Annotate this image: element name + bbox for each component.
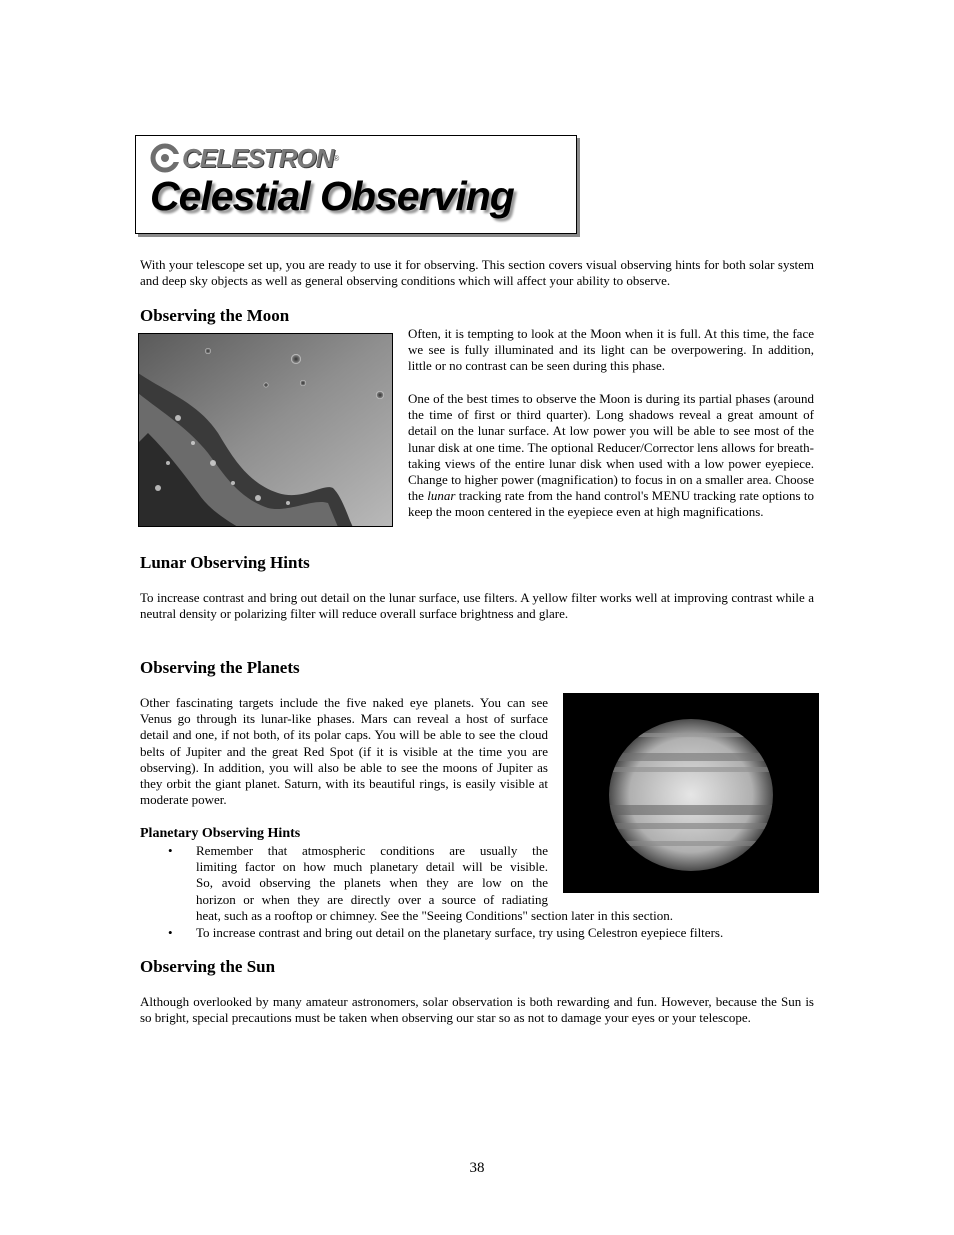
planets-paragraph: Other fascinating targets include the five naked eye planets. You can see Venus go through its lunar-like phases. Mars can reveal a host of surface detail and one, if not both, of its polar caps. You will be able to see the cloud belts of Jupiter and the great Red Spot (if it is visible at the time you are observing). In addition, you will also be able to see the moons of Jupiter as they orbit the giant planet. Saturn, with its beautiful rings, is easily visible at moderate power. (140, 695, 548, 808)
lunar-hints-paragraph: To increase contrast and bring out detail on the lunar surface, use filters. A yellow filter works well at improving contrast while a neutral density or polarizing filter will reduce overall surface brightness and glare. (140, 590, 814, 622)
bullet-dot: • (168, 925, 173, 941)
hint-bullet-2: • To increase contrast and bring out detail on the planetary surface, try using Celestron eyepiece filters. (168, 925, 724, 941)
lunar-hints-heading: Lunar Observing Hints (140, 553, 310, 572)
sun-paragraph: Although overlooked by many amateur astronomers, solar observation is both rewarding and fun. However, because the Sun is so bright, special precautions must be taken when observing our star so as not to damage your eyes or your telescope. (140, 994, 814, 1026)
planets-heading: Observing the Planets (140, 658, 300, 677)
celestron-logo-icon (150, 143, 180, 173)
moon-heading: Observing the Moon (140, 306, 290, 325)
planetary-hints-heading: Planetary Observing Hints (140, 826, 301, 841)
moon-paragraph-1: Often, it is tempting to look at the Moon when it is full. At this time, the face we see is fully illuminated and its light can be overpowering. In addition, little or no contrast can be seen during this phase. (408, 326, 814, 374)
hint-bullet-1: • Remember that atmospheric conditions are usually the limiting factor on how much planetary detail will be visible. So, avoid observing the planets when they are low on the horizon or when they are directly over a source of radiating heat, such as a rooftop or chimney. See the "Seeing Conditions" section later in this section. (168, 843, 673, 923)
logo-registered-mark: ® (333, 153, 340, 163)
sun-heading: Observing the Sun (140, 957, 276, 976)
logo-text: CELESTRON (182, 142, 334, 173)
celestron-logo (150, 141, 339, 175)
moon-surface-image (138, 333, 393, 527)
moon-paragraph-2: One of the best times to observe the Moon is during its partial phases (around the time of first or third quarter). Long shadows reveal a great amount of detail on the lunar surface. At low power you will be able to see most of the lunar disk at one time. The optional Reducer/Corrector lens allows for breath-taking views of the entire lunar disk when used with a low power eyepiece. Change to higher power (magnification) to focus in on a smaller area. Choose the lunar tracking rate from the hand control's MENU tracking rate options to keep the moon centered in the eyepiece even at high magnifications. (408, 391, 814, 520)
page-number: 38 (469, 1160, 485, 1176)
bullet-dot: • (168, 843, 173, 858)
page-title: Celestial Observing (150, 173, 514, 219)
planetary-hints-list (140, 843, 816, 941)
intro-paragraph: With your telescope set up, you are ready to use it for observing. This section covers visual observing hints for both solar system and deep sky objects as well as general observing conditions which will affect your ability to observe. (140, 257, 814, 289)
